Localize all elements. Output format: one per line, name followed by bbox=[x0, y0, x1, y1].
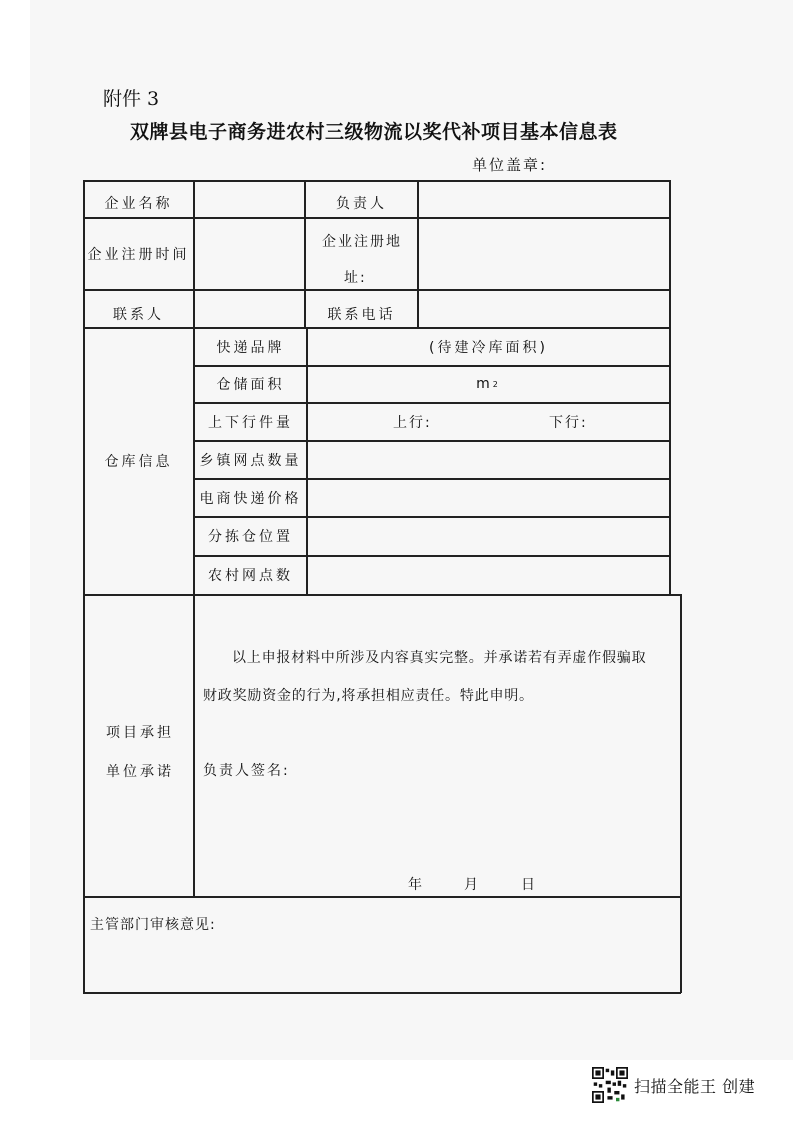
table-border-bottom bbox=[83, 992, 681, 994]
down-label: 下行: bbox=[549, 415, 588, 431]
date-day-label: 日 bbox=[521, 877, 537, 893]
signature-field[interactable] bbox=[288, 754, 488, 780]
responsible-label: 负责人 bbox=[336, 196, 387, 212]
ecommerce-price-field[interactable] bbox=[308, 479, 669, 516]
town-points-field[interactable] bbox=[308, 441, 669, 478]
ecommerce-price-label: 电商快递价格 bbox=[199, 490, 302, 507]
up-label: 上行: bbox=[393, 415, 432, 431]
village-points-label: 农村网点数 bbox=[208, 568, 293, 584]
review-label: 主管部门审核意见: bbox=[90, 917, 216, 933]
warehouse-label: 仓库信息 bbox=[104, 454, 173, 470]
review-field[interactable] bbox=[240, 908, 670, 982]
reg-time-field[interactable] bbox=[195, 218, 304, 289]
storage-area-unit-sup: 2 bbox=[492, 379, 501, 389]
scanner-text: 扫描全能王 创建 bbox=[634, 1076, 756, 1096]
town-points-label: 乡镇网点数量 bbox=[199, 452, 302, 469]
reg-address-label-line1: 企业注册地 bbox=[322, 234, 402, 250]
contact-label: 联系人 bbox=[113, 306, 164, 323]
express-brand-field[interactable]: (待建冷库面积) bbox=[429, 339, 548, 356]
attachment-label: 附件 3 bbox=[103, 88, 160, 110]
sorting-location-label: 分拣仓位置 bbox=[208, 529, 293, 545]
commitment-text-line2: 财政奖励资金的行为,将承担相应责任。特此申明。 bbox=[203, 688, 534, 704]
commitment-text-line1: 以上申报材料中所涉及内容真实完整。并承诺若有弄虚作假骗取 bbox=[232, 650, 647, 666]
commitment-label-line2: 单位承诺 bbox=[106, 764, 174, 780]
signature-label: 负责人签名: bbox=[203, 763, 290, 779]
contact-field[interactable] bbox=[195, 290, 304, 327]
company-name-field[interactable] bbox=[195, 181, 304, 217]
phone-label: 联系电话 bbox=[327, 306, 396, 323]
scanner-watermark bbox=[592, 1067, 755, 1103]
reg-address-field[interactable] bbox=[419, 218, 669, 289]
storage-area-unit: m bbox=[476, 376, 493, 392]
express-brand-label: 快递品牌 bbox=[216, 339, 285, 356]
company-name-label: 企业名称 bbox=[104, 196, 173, 212]
sorting-location-field[interactable] bbox=[308, 517, 669, 555]
village-points-field[interactable] bbox=[308, 556, 669, 594]
reg-address-label-line2: 址: bbox=[344, 270, 367, 286]
volume-label: 上下行件量 bbox=[208, 414, 293, 431]
col-divider bbox=[193, 594, 195, 897]
storage-area-field[interactable] bbox=[308, 366, 669, 402]
responsible-field[interactable] bbox=[419, 181, 669, 217]
reg-time-label: 企业注册时间 bbox=[87, 246, 190, 263]
table-border-right-lower bbox=[680, 594, 682, 993]
storage-area-label: 仓储面积 bbox=[216, 377, 285, 393]
page-title: 双牌县电子商务进农村三级物流以奖代补项目基本信息表 bbox=[130, 121, 618, 143]
row-divider bbox=[83, 594, 681, 596]
row-divider bbox=[83, 896, 681, 898]
date-year-label: 年 bbox=[408, 877, 424, 893]
commitment-label-line1: 项目承担 bbox=[106, 725, 174, 741]
qr-code-icon bbox=[592, 1067, 628, 1103]
phone-field[interactable] bbox=[419, 290, 669, 327]
table-border-right-upper bbox=[669, 180, 671, 595]
seal-label: 单位盖章: bbox=[472, 156, 548, 174]
date-month-label: 月 bbox=[464, 877, 480, 893]
